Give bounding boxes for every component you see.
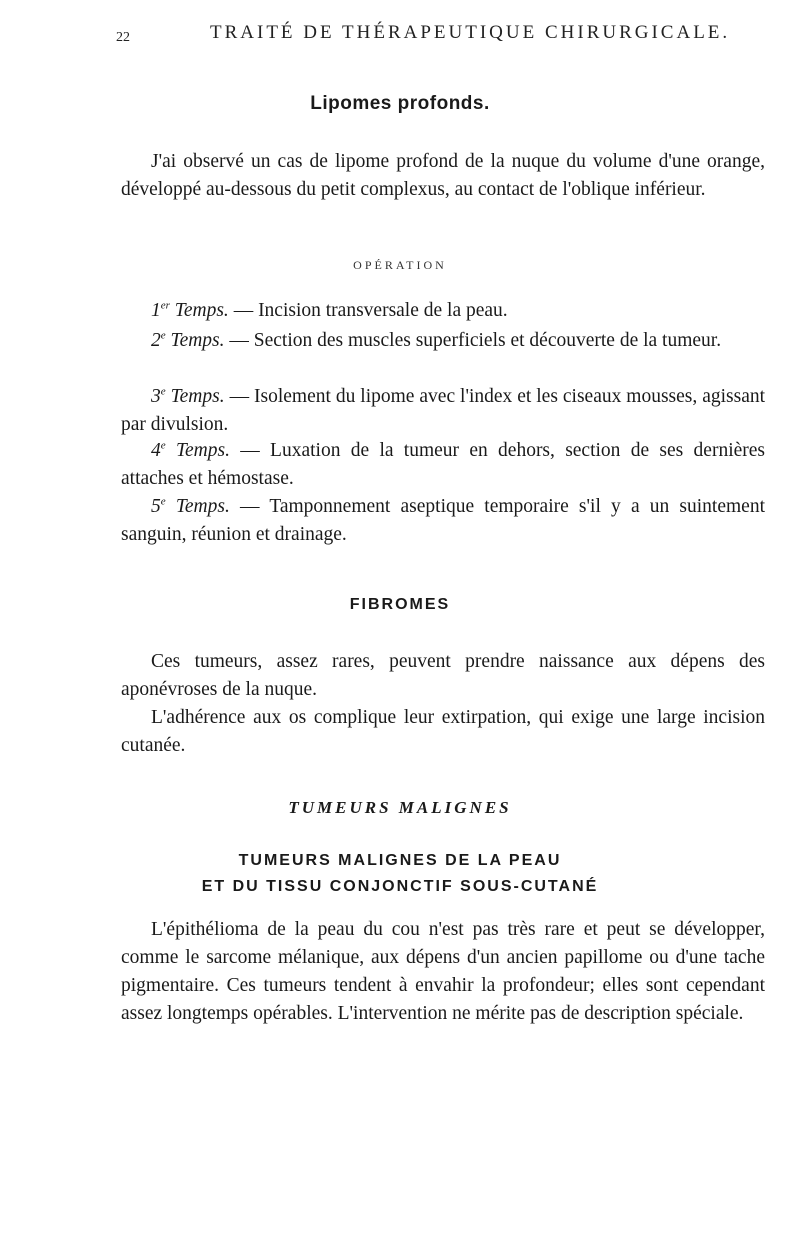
section-heading-fibromes: FIBROMES (349, 596, 451, 613)
step-text: — Tamponnement aseptique temporaire s'il y a un suintement sanguin, réunion et drainage. (121, 496, 765, 545)
operation-step-5 (121, 493, 765, 549)
step-number-suffix: er (160, 299, 170, 312)
operation-step-4 (121, 437, 765, 493)
operation-step-3 (121, 383, 765, 439)
paragraph-fibromes-1: Ces tumeurs, assez rares, peuvent prendre naissance aux dépens des aponévroses de la nuque. (121, 651, 765, 700)
step-text: — Luxation de la tumeur en dehors, section de ses dernières attaches et hémostase. (121, 440, 766, 489)
step-number-suffix: e (160, 329, 166, 342)
step-number-suffix: e (160, 495, 166, 508)
page-number: 22 (116, 30, 130, 45)
section-heading-tumeurs-malignes: TUMEURS MALIGNES (288, 798, 512, 817)
step-text: — Incision transversale de la peau. (233, 300, 508, 321)
step-label: Temps. (174, 300, 229, 321)
paragraph-fibromes-2: L'adhérence aux os complique leur extirpation, qui exige une large incision cutanée. (121, 707, 765, 756)
subsection-heading-peau (0, 848, 800, 900)
operation-heading: OPÉRATION (353, 258, 447, 272)
step-label: Temps. (170, 330, 225, 351)
section-heading-lipomes: Lipomes profonds. (310, 93, 490, 114)
step-number-suffix: e (160, 439, 166, 452)
subsection-heading-line-2: ET DU TISSU CONJONCTIF SOUS-CUTANÉ (201, 878, 599, 895)
paragraph-lipomes: J'ai observé un cas de lipome profond de la nuque du volume d'une orange, développé au-dessous du petit complexus, au contact de l'oblique inférieur. (121, 151, 765, 200)
step-label: Temps. (175, 440, 230, 461)
step-text: — Section des muscles superficiels et découverte de la tumeur. (229, 330, 722, 351)
step-label: Temps. (175, 496, 230, 517)
operation-step-2 (121, 327, 765, 355)
subsection-heading-line-1: TUMEURS MALIGNES DE LA PEAU (238, 852, 562, 869)
step-text: — Isolement du lipome avec l'index et les ciseaux mousses, agissant par divulsion. (121, 386, 766, 435)
step-number: 3 (151, 386, 161, 407)
step-number-suffix: e (160, 385, 166, 398)
step-number: 2 (151, 330, 161, 351)
step-number: 4 (151, 440, 161, 461)
operation-step-1 (121, 297, 765, 325)
step-label: Temps. (170, 386, 225, 407)
step-number: 1 (151, 300, 161, 321)
running-title: TRAITÉ DE THÉRAPEUTIQUE CHIRURGICALE. (210, 22, 731, 43)
paragraph-epithelioma: L'épithélioma de la peau du cou n'est pas très rare et peut se développer, comme le sarcome mélanique, aux dépens d'un ancien papillome ou d'une tache pigmentaire. Ces tumeurs tendent à envahir la profondeur; elles sont cependant assez longtemps opérables. L'intervention ne mérite pas de description spéciale. (121, 919, 765, 1024)
step-number: 5 (151, 496, 161, 517)
